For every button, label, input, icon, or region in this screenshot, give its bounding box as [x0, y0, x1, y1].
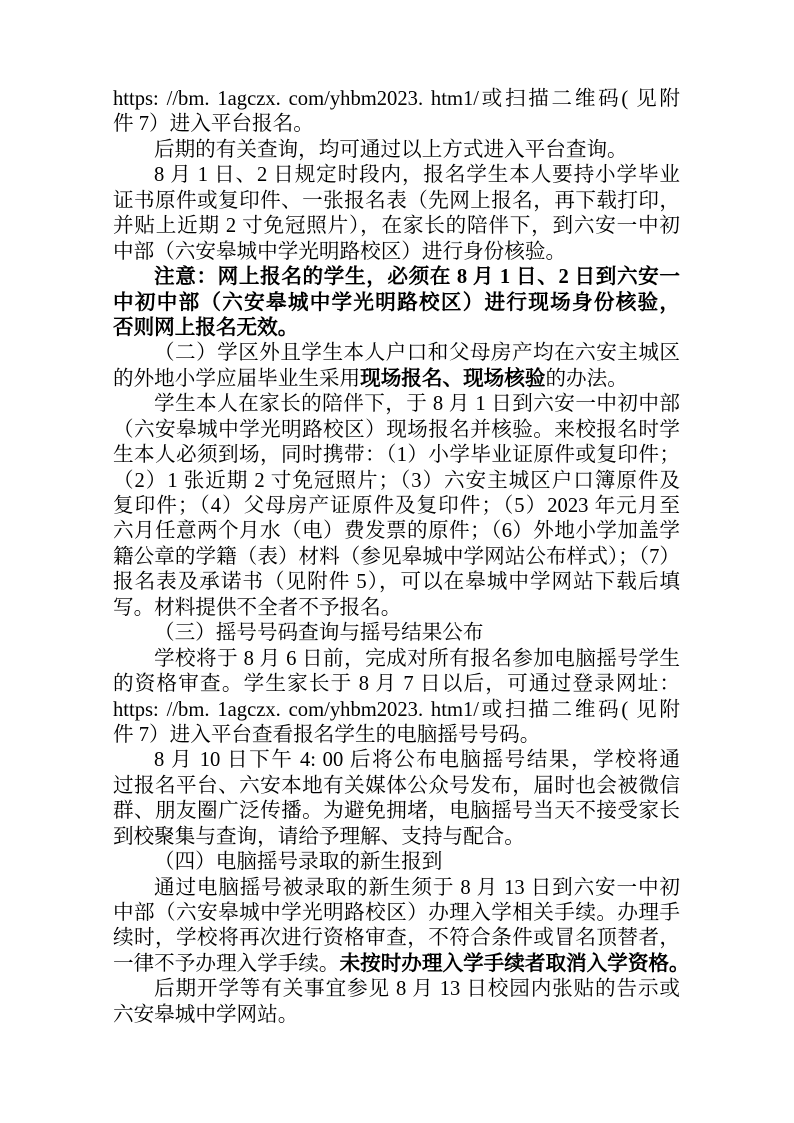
text-line: 写。材料提供不全者不予报名。: [113, 596, 402, 619]
text-line: 六安皋城中学网站。: [113, 1003, 299, 1026]
text-line: 中初中部（六安皋城中学光明路校区）进行现场身份核验，: [113, 291, 680, 314]
text-line: 8 月 10 日下午 4: 00 后将公布电脑摇号结果，学校将通: [154, 749, 680, 772]
text-line: 生本人必须到场，同时携带：（1）小学毕业证原件或复印件；: [113, 444, 680, 467]
text-line: 通过电脑摇号被录取的新生须于 8 月 13 日到六安一中初: [154, 876, 680, 899]
paragraph: [113, 87, 680, 138]
text-line: 复印件；（4）父母房产证原件及复印件；（5）2023 年元月至: [113, 495, 680, 517]
paragraph: [113, 138, 680, 163]
text-line: 到校聚集与查询，请给予理解、支持与配合。: [113, 825, 525, 848]
paragraph: [113, 163, 680, 265]
text-line: https: //bm. 1agczx. com/yhbm2023. htm1/或扫描二维码( 见附: [113, 88, 680, 110]
text-run: 的外地小学应届毕业生采用: [113, 367, 361, 390]
text-line: 中部（六安皋城中学光明路校区）办理入学相关手续。办理手: [113, 902, 680, 924]
text-line: （二）学区外且学生本人户口和父母房产均在六安主城区: [154, 342, 680, 365]
text-run: 的办法。: [545, 367, 628, 390]
text-line: 否则网上报名无效。: [113, 316, 299, 339]
paragraph: [113, 876, 690, 978]
document-body: [113, 87, 690, 1028]
text-line: 后期开学等有关事宜参见 8 月 13 日校园内张贴的告示或: [154, 978, 680, 1001]
section-heading: [113, 621, 680, 646]
text-line: 8 月 1 日、2 日规定时段内，报名学生本人要持小学毕业: [154, 164, 680, 187]
text-line: 并贴上近期 2 寸免冠照片），在家长的陪伴下，到六安一中初: [113, 215, 680, 238]
text-line: 续时，学校将再次进行资格审查，不符合条件或冒名顶替者，: [113, 927, 680, 950]
paragraph: [113, 647, 680, 749]
text-line: 六月任意两个月水（电）费发票的原件；（6）外地小学加盖学: [113, 520, 680, 543]
text-line: https: //bm. 1agczx. com/yhbm2023. htm1/或扫描二维码( 见附: [113, 698, 680, 721]
text-line: 注意：网上报名的学生，必须在 8 月 1 日、2 日到六安一: [154, 266, 680, 289]
text-line: 学生本人在家长的陪伴下，于 8 月 1 日到六安一中初中部: [154, 393, 680, 416]
section-heading: [113, 850, 680, 875]
text-line: 后期的有关查询，均可通过以上方式进入平台查询。: [154, 138, 628, 161]
text-line: 报名表及承诺书（见附件 5），可以在皋城中学网站下载后填: [113, 571, 680, 594]
text-line: [113, 952, 690, 977]
text-line: 证书原件或复印件、一张报名表（先网上报名，再下载打印，: [113, 189, 680, 212]
text-line: 过报名平台、六安本地有关媒体公众号发布，届时也会被微信: [113, 774, 680, 797]
bold-text-run: 未按时办理入学手续者取消入学资格。: [339, 952, 690, 975]
text-line: [113, 367, 680, 392]
paragraph: [113, 392, 680, 621]
text-line: 件 7）进入平台查看报名学生的电脑摇号号码。: [113, 723, 541, 746]
text-line: 籍公章的学籍（表）材料（参见皋城中学网站公布样式）；（7）: [113, 545, 680, 568]
text-line: 学校将于 8 月 6 日前，完成对所有报名参加电脑摇号学生: [154, 647, 680, 670]
notice-paragraph: [113, 265, 680, 341]
paragraph: [113, 341, 680, 392]
text-run: 一律不予办理入学手续。: [113, 952, 340, 975]
paragraph: [113, 748, 680, 850]
paragraph: [113, 977, 680, 1028]
text-line: （四）电脑摇号录取的新生报到: [154, 851, 443, 874]
text-line: 的资格审查。学生家长于 8 月 7 日以后，可通过登录网址：: [113, 673, 680, 696]
text-line: 群、朋友圈广泛传播。为避免拥堵，电脑摇号当天不接受家长: [113, 800, 680, 823]
text-line: （三）摇号号码查询与摇号结果公布: [154, 622, 484, 645]
bold-text-run: 现场报名、现场核验: [360, 367, 546, 390]
text-line: （六安皋城中学光明路校区）现场报名并核验。来校报名时学: [113, 418, 680, 441]
text-line: （2）1 张近期 2 寸免冠照片；（3）六安主城区户口簿原件及: [113, 469, 680, 492]
text-line: 件 7）进入平台报名。: [113, 113, 314, 136]
text-line: 中部（六安皋城中学光明路校区）进行身份核验。: [113, 240, 567, 263]
